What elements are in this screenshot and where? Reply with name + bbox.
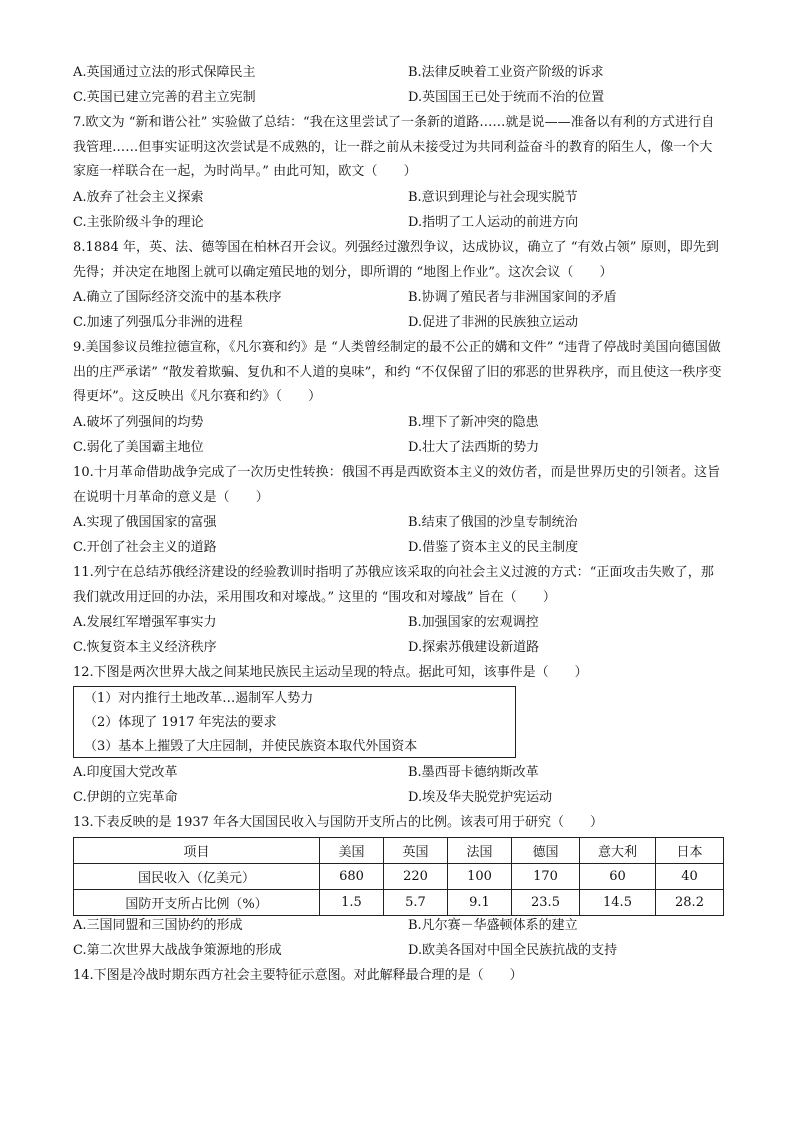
table-cell: 60 [580, 864, 656, 890]
table-cell: 9.1 [448, 890, 512, 916]
table-header-cell: 美国 [320, 838, 384, 864]
q8-options-row-2 [73, 311, 723, 335]
q8-option-b[interactable]: B.协调了殖民者与非洲国家间的矛盾 [408, 290, 617, 305]
q9-option-b[interactable]: B.埋下了新冲突的隐患 [408, 415, 539, 430]
q12-feature-2: （2）体现了 1917 年宪法的要求 [84, 715, 277, 730]
q11-options-row-2 [73, 636, 723, 660]
table-cell: 5.7 [384, 890, 448, 916]
q7-option-c[interactable]: C.主张阶级斗争的理论 [73, 215, 204, 230]
q9-option-c[interactable]: C.弱化了美国霸主地位 [73, 440, 204, 455]
q6-option-d[interactable]: D.英国国王已处于统而不治的位置 [408, 90, 605, 105]
table-header-cell: 意大利 [580, 838, 656, 864]
q10-option-b[interactable]: B.结束了俄国的沙皇专制统治 [408, 515, 578, 530]
q7-options-row-1 [73, 186, 723, 210]
q10-options-row-2 [73, 536, 723, 560]
q8-stem: 8.1884 年，英、法、德等国在柏林召开会议。列强经过激烈争议，达成协议，确立了 “有效占领” 原则，即先到先得；并决定在地图上就可以确定殖民地的划分，即所谓的 “地图上作业”。这次会议（ ） [73, 240, 719, 280]
table-cell: 1.5 [320, 890, 384, 916]
table-header-cell: 日本 [656, 838, 724, 864]
q13-stem: 13.下表反映的是 1937 年各大国国民收入与国防开支所占的比例。该表可用于研究（ ） [73, 815, 604, 830]
q13-options-row-1 [73, 914, 723, 938]
q9-stem: 9.美国参议员维拉德宣称，《凡尔赛和约》是 “人类曾经制定的最不公正的媾和文件” “违背了停战时美国向德国做出的庄严承诺” “散发着欺骗、复仇和不人道的臭味”，和约 “不仅保留了旧的邪恶的世界秩序，而且使这一秩序变得更坏”。这反映出《凡尔赛和约》（ ） [73, 340, 722, 404]
q10-option-c[interactable]: C.开创了社会主义的道路 [73, 540, 217, 555]
table-cell: 23.5 [512, 890, 580, 916]
q7-options-row-2 [73, 211, 723, 235]
q12-feature-3: （3）基本上摧毁了大庄园制，并使民族资本取代外国资本 [84, 739, 418, 754]
q8-option-a[interactable]: A.确立了国际经济交流中的基本秩序 [73, 290, 282, 305]
q6-option-c[interactable]: C.英国已建立完善的君主立宪制 [73, 90, 256, 105]
q10-option-d[interactable]: D.借鉴了资本主义的民主制度 [408, 540, 579, 555]
q11-stem: 11.列宁在总结苏俄经济建设的经验教训时指明了苏俄应该采取的向社会主义过渡的方式：“正面攻击失败了，那我们就改用迂回的办法，采用围攻和对壕战。” 这里的 “围攻和对壕战” 旨在（ ） [73, 565, 714, 605]
q10-options-row-1 [73, 511, 723, 535]
table-cell: 国民收入（亿美元） [74, 864, 320, 890]
q12-feature-1: （1）对内推行土地改革…遏制军人势力 [84, 691, 314, 706]
q7-option-a[interactable]: A.放弃了社会主义探索 [73, 190, 204, 205]
q6-options-row-1 [73, 61, 723, 85]
q12-feature-box [73, 686, 516, 758]
table-cell: 100 [448, 864, 512, 890]
table-cell: 680 [320, 864, 384, 890]
q9-options-row-1 [73, 411, 723, 435]
q11-option-b[interactable]: B.加强国家的宏观调控 [408, 615, 539, 630]
table-cell: 14.5 [580, 890, 656, 916]
q10-option-a[interactable]: A.实现了俄国国家的富强 [73, 515, 217, 530]
table-header-cell: 英国 [384, 838, 448, 864]
q13-option-b[interactable]: B.凡尔赛－华盛顿体系的建立 [408, 918, 578, 933]
q13-option-a[interactable]: A.三国同盟和三国协约的形成 [73, 918, 243, 933]
table-cell: 40 [656, 864, 724, 890]
q12-stem: 12.下图是两次世界大战之间某地民族民主运动呈现的特点。据此可知，该事件是（ ） [73, 665, 588, 680]
table-header-cell: 德国 [512, 838, 580, 864]
q12-options-row-2 [73, 786, 723, 810]
q9-option-a[interactable]: A.破坏了列强间的均势 [73, 415, 204, 430]
table-row [74, 890, 724, 916]
q8-option-c[interactable]: C.加速了列强瓜分非洲的进程 [73, 315, 243, 330]
q7-stem: 7.欧文为 “新和谐公社” 实验做了总结：“我在这里尝试了一条新的道路……就是说——准备以有利的方式进行自我管理……但事实证明这次尝试是不成熟的，让一群之前从未接受过为共同利益奋斗的教育的陌生人，像一个大家庭一样联合在一起，为时尚早。” 由此可知，欧文（ ） [73, 115, 715, 179]
q11-option-c[interactable]: C.恢复资本主义经济秩序 [73, 640, 217, 655]
q12-option-a[interactable]: A.印度国大党改革 [73, 765, 178, 780]
table-header-cell: 项目 [74, 838, 320, 864]
q8-option-d[interactable]: D.促进了非洲的民族独立运动 [408, 315, 579, 330]
q6-option-b[interactable]: B.法律反映着工业资产阶级的诉求 [408, 65, 604, 80]
q13-data-table [73, 837, 724, 916]
table-header-cell: 法国 [448, 838, 512, 864]
table-cell: 国防开支所占比例（%） [74, 890, 320, 916]
table-cell: 220 [384, 864, 448, 890]
q8-options-row-1 [73, 286, 723, 310]
table-row [74, 864, 724, 890]
q7-option-b[interactable]: B.意识到理论与社会现实脱节 [408, 190, 578, 205]
q10-stem: 10.十月革命借助战争完成了一次历史性转换：俄国不再是西欧资本主义的效仿者，而是世界历史的引领者。这旨在说明十月革命的意义是（ ） [73, 465, 721, 505]
q9-options-row-2 [73, 436, 723, 460]
table-cell: 170 [512, 864, 580, 890]
q12-option-c[interactable]: C.伊朗的立宪革命 [73, 790, 178, 805]
q6-options-row-2 [73, 86, 723, 110]
q14-stem: 14.下图是冷战时期东西方社会主要特征示意图。对此解释最合理的是（ ） [73, 968, 523, 983]
q13-option-c[interactable]: C.第二次世界大战战争策源地的形成 [73, 943, 282, 958]
q6-option-a[interactable]: A.英国通过立法的形式保障民主 [73, 65, 256, 80]
table-cell: 28.2 [656, 890, 724, 916]
q13-options-row-2 [73, 939, 723, 963]
q12-options-row-1 [73, 761, 723, 785]
q12-option-d[interactable]: D.埃及华夫脱党护宪运动 [408, 790, 553, 805]
q11-option-d[interactable]: D.探索苏俄建设新道路 [408, 640, 540, 655]
table-header-row [74, 838, 724, 864]
q7-option-d[interactable]: D.指明了工人运动的前进方向 [408, 215, 579, 230]
q9-option-d[interactable]: D.壮大了法西斯的势力 [408, 440, 540, 455]
q11-options-row-1 [73, 611, 723, 635]
q13-option-d[interactable]: D.欧美各国对中国全民族抗战的支持 [408, 943, 618, 958]
q12-option-b[interactable]: B.墨西哥卡德纳斯改革 [408, 765, 539, 780]
q11-option-a[interactable]: A.发展红军增强军事实力 [73, 615, 217, 630]
